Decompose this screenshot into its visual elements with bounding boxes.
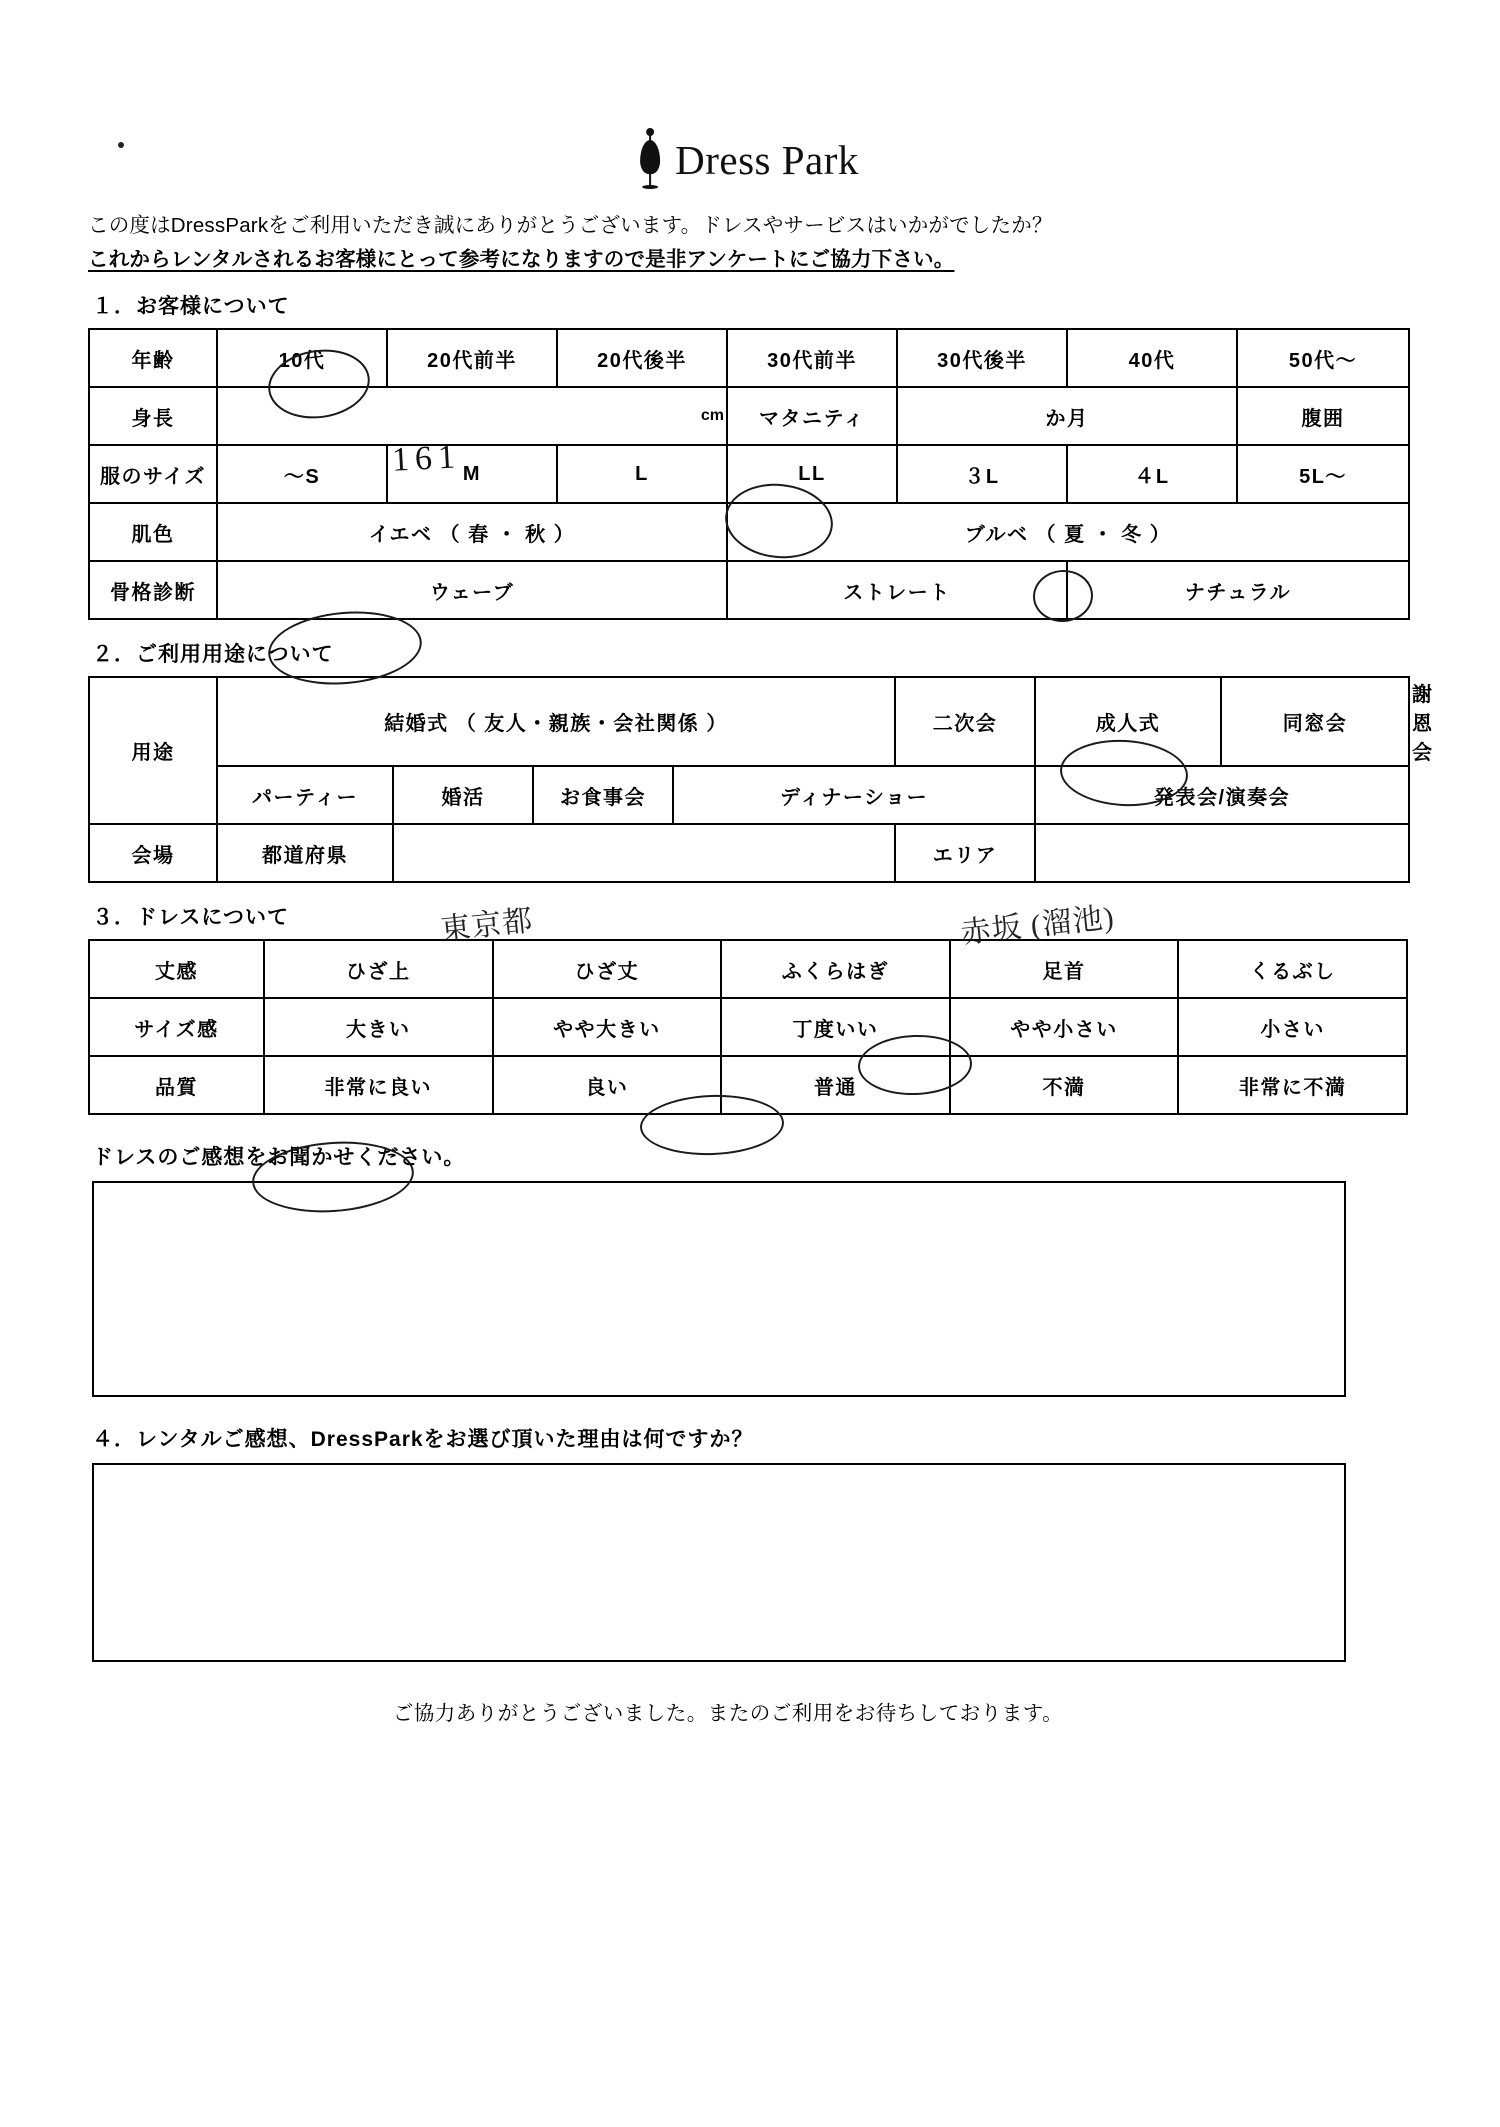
fit-option-large[interactable]: 大きい — [264, 998, 493, 1056]
survey-sheet — [88, 120, 1434, 1726]
length-option-calf[interactable]: ふくらはぎ — [721, 940, 950, 998]
size-option-5l[interactable]: 5L～ — [1237, 445, 1409, 503]
row-label-height: 身長 — [89, 387, 217, 445]
quality-option-good[interactable]: 良い — [493, 1056, 722, 1114]
usage-option-konkatsu[interactable]: 婚活 — [393, 766, 533, 824]
age-option-10s[interactable]: 10代 — [217, 329, 387, 387]
table-row-size — [89, 445, 1409, 503]
age-option-20s-early[interactable]: 20代前半 — [387, 329, 557, 387]
row-label-skin-tone: 肌色 — [89, 503, 217, 561]
venue-area-label: エリア — [895, 824, 1035, 882]
table-row-usage-1: 用途 結婚式 （ 友人・親族・会社関係 ） 二次会 成人式 同窓会 謝恩会 — [89, 677, 1409, 766]
bone-option-wave[interactable]: ウェーブ — [217, 561, 727, 619]
size-option-4l[interactable]: ４L — [1067, 445, 1237, 503]
size-option-l[interactable]: L — [557, 445, 727, 503]
table-row-length — [89, 940, 1407, 998]
fit-option-slightly-large[interactable]: やや大きい — [493, 998, 722, 1056]
fit-option-just-right[interactable]: 丁度いい — [721, 998, 950, 1056]
fit-option-slightly-small[interactable]: やや小さい — [950, 998, 1179, 1056]
usage-option-dining[interactable]: お食事会 — [533, 766, 673, 824]
usage-table — [88, 676, 1434, 883]
dress-form-icon — [637, 128, 663, 192]
customer-info-table — [88, 328, 1410, 620]
section-3-title: ３．ドレスについて — [92, 906, 289, 929]
reason-title: ４．レンタルご感想、DressParkをお選び頂いた理由は何ですか？ — [92, 1428, 754, 1451]
impression-title: ドレスのご感想をお聞かせください。 — [92, 1146, 466, 1169]
row-label-clothing-size: 服のサイズ — [89, 445, 217, 503]
section-1-title: １．お客様について — [92, 295, 290, 318]
quality-option-very-dissatisfied[interactable]: 非常に不満 — [1178, 1056, 1407, 1114]
usage-option-reunion[interactable]: 同窓会 — [1221, 677, 1409, 766]
table-row-height — [89, 387, 1409, 445]
age-option-30s-late[interactable]: 30代後半 — [897, 329, 1067, 387]
row-label-quality: 品質 — [89, 1056, 264, 1114]
skin-tone-blue-base[interactable]: ブルベ （ 夏 ・ 冬 ） — [727, 503, 1409, 561]
height-input-cell[interactable] — [217, 387, 727, 445]
row-label-bone-type: 骨格診断 — [89, 561, 217, 619]
quality-option-dissatisfied[interactable]: 不満 — [950, 1056, 1179, 1114]
fit-option-small[interactable]: 小さい — [1178, 998, 1407, 1056]
size-option-ll[interactable]: LL — [727, 445, 897, 503]
handwritten-prefecture-value: 東京都 — [438, 904, 535, 947]
usage-option-coming-of-age[interactable]: 成人式 — [1035, 677, 1221, 766]
section-2-title: ２．ご利用用途について — [92, 643, 334, 666]
table-row-skin-tone — [89, 503, 1409, 561]
size-option-s[interactable]: ～S — [217, 445, 387, 503]
venue-prefecture-label: 都道府県 — [217, 824, 393, 882]
venue-area-input[interactable] — [1035, 824, 1409, 882]
waist-cell[interactable] — [1237, 387, 1409, 445]
maternity-label[interactable]: マタニティ — [727, 387, 897, 445]
table-row-age — [89, 329, 1409, 387]
usage-option-wedding[interactable]: 結婚式 （ 友人・親族・会社関係 ） — [217, 677, 895, 766]
skin-tone-yellow-base[interactable]: イエベ （ 春 ・ 秋 ） — [217, 503, 727, 561]
table-row-venue — [89, 824, 1409, 882]
waist-label: 腹囲 — [1301, 407, 1345, 430]
age-option-30s-early[interactable]: 30代前半 — [727, 329, 897, 387]
handwritten-height-value: 161 — [391, 438, 462, 479]
row-label-venue: 会場 — [89, 824, 217, 882]
maternity-months-cell[interactable]: か月 — [897, 387, 1237, 445]
row-label-fit: サイズ感 — [89, 998, 264, 1056]
age-option-20s-late[interactable]: 20代後半 — [557, 329, 727, 387]
intro-line-2: これからレンタルされるお客様にとって参考になりますので是非アンケートにご協力下さい。 — [88, 248, 955, 271]
brand-logo — [637, 128, 859, 192]
usage-option-recital[interactable]: 発表会/演奏会 — [1035, 766, 1409, 824]
reason-textarea[interactable] — [92, 1463, 1346, 1662]
bone-option-straight[interactable]: ストレート — [727, 561, 1067, 619]
usage-option-after-party[interactable]: 二次会 — [895, 677, 1035, 766]
dress-table — [88, 939, 1408, 1115]
row-label-age: 年齢 — [89, 329, 217, 387]
header-logo-row — [88, 120, 1408, 206]
table-row-bone-type — [89, 561, 1409, 619]
closing-message: ご協力ありがとうございました。またのご利用をお待ちしております。 — [392, 1702, 1064, 1725]
height-unit: cm — [700, 407, 724, 424]
age-option-50s[interactable]: 50代～ — [1237, 329, 1409, 387]
length-option-anklebone[interactable]: くるぶし — [1178, 940, 1407, 998]
table-row-fit — [89, 998, 1407, 1056]
bone-option-natural[interactable]: ナチュラル — [1067, 561, 1409, 619]
quality-option-very-good[interactable]: 非常に良い — [264, 1056, 493, 1114]
age-option-40s[interactable]: 40代 — [1067, 329, 1237, 387]
intro-line-1: この度はDressParkをご利用いただき誠にありがとうございます。ドレスやサービスはいかがでしたか？ — [88, 214, 1053, 237]
usage-option-party[interactable]: パーティー — [217, 766, 393, 824]
scan-edge — [0, 0, 10, 2127]
size-option-3l[interactable]: ３L — [897, 445, 1067, 503]
size-option-m[interactable]: M — [387, 445, 557, 503]
row-label-length: 丈感 — [89, 940, 264, 998]
length-option-above-knee[interactable]: ひざ上 — [264, 940, 493, 998]
row-label-usage: 用途 — [89, 677, 217, 824]
scan-speck — [118, 142, 124, 148]
impression-textarea[interactable] — [92, 1181, 1346, 1397]
length-option-ankle[interactable]: 足首 — [950, 940, 1179, 998]
brand-name: Dress Park — [675, 137, 859, 183]
length-option-knee[interactable]: ひざ丈 — [493, 940, 722, 998]
table-row-quality — [89, 1056, 1407, 1114]
venue-prefecture-input[interactable] — [393, 824, 895, 882]
table-row-usage-2 — [89, 766, 1409, 824]
usage-option-dinner-show[interactable]: ディナーショー — [673, 766, 1035, 824]
quality-option-normal[interactable]: 普通 — [721, 1056, 950, 1114]
handwritten-area-value: 赤坂 (溜池) — [959, 900, 1117, 950]
